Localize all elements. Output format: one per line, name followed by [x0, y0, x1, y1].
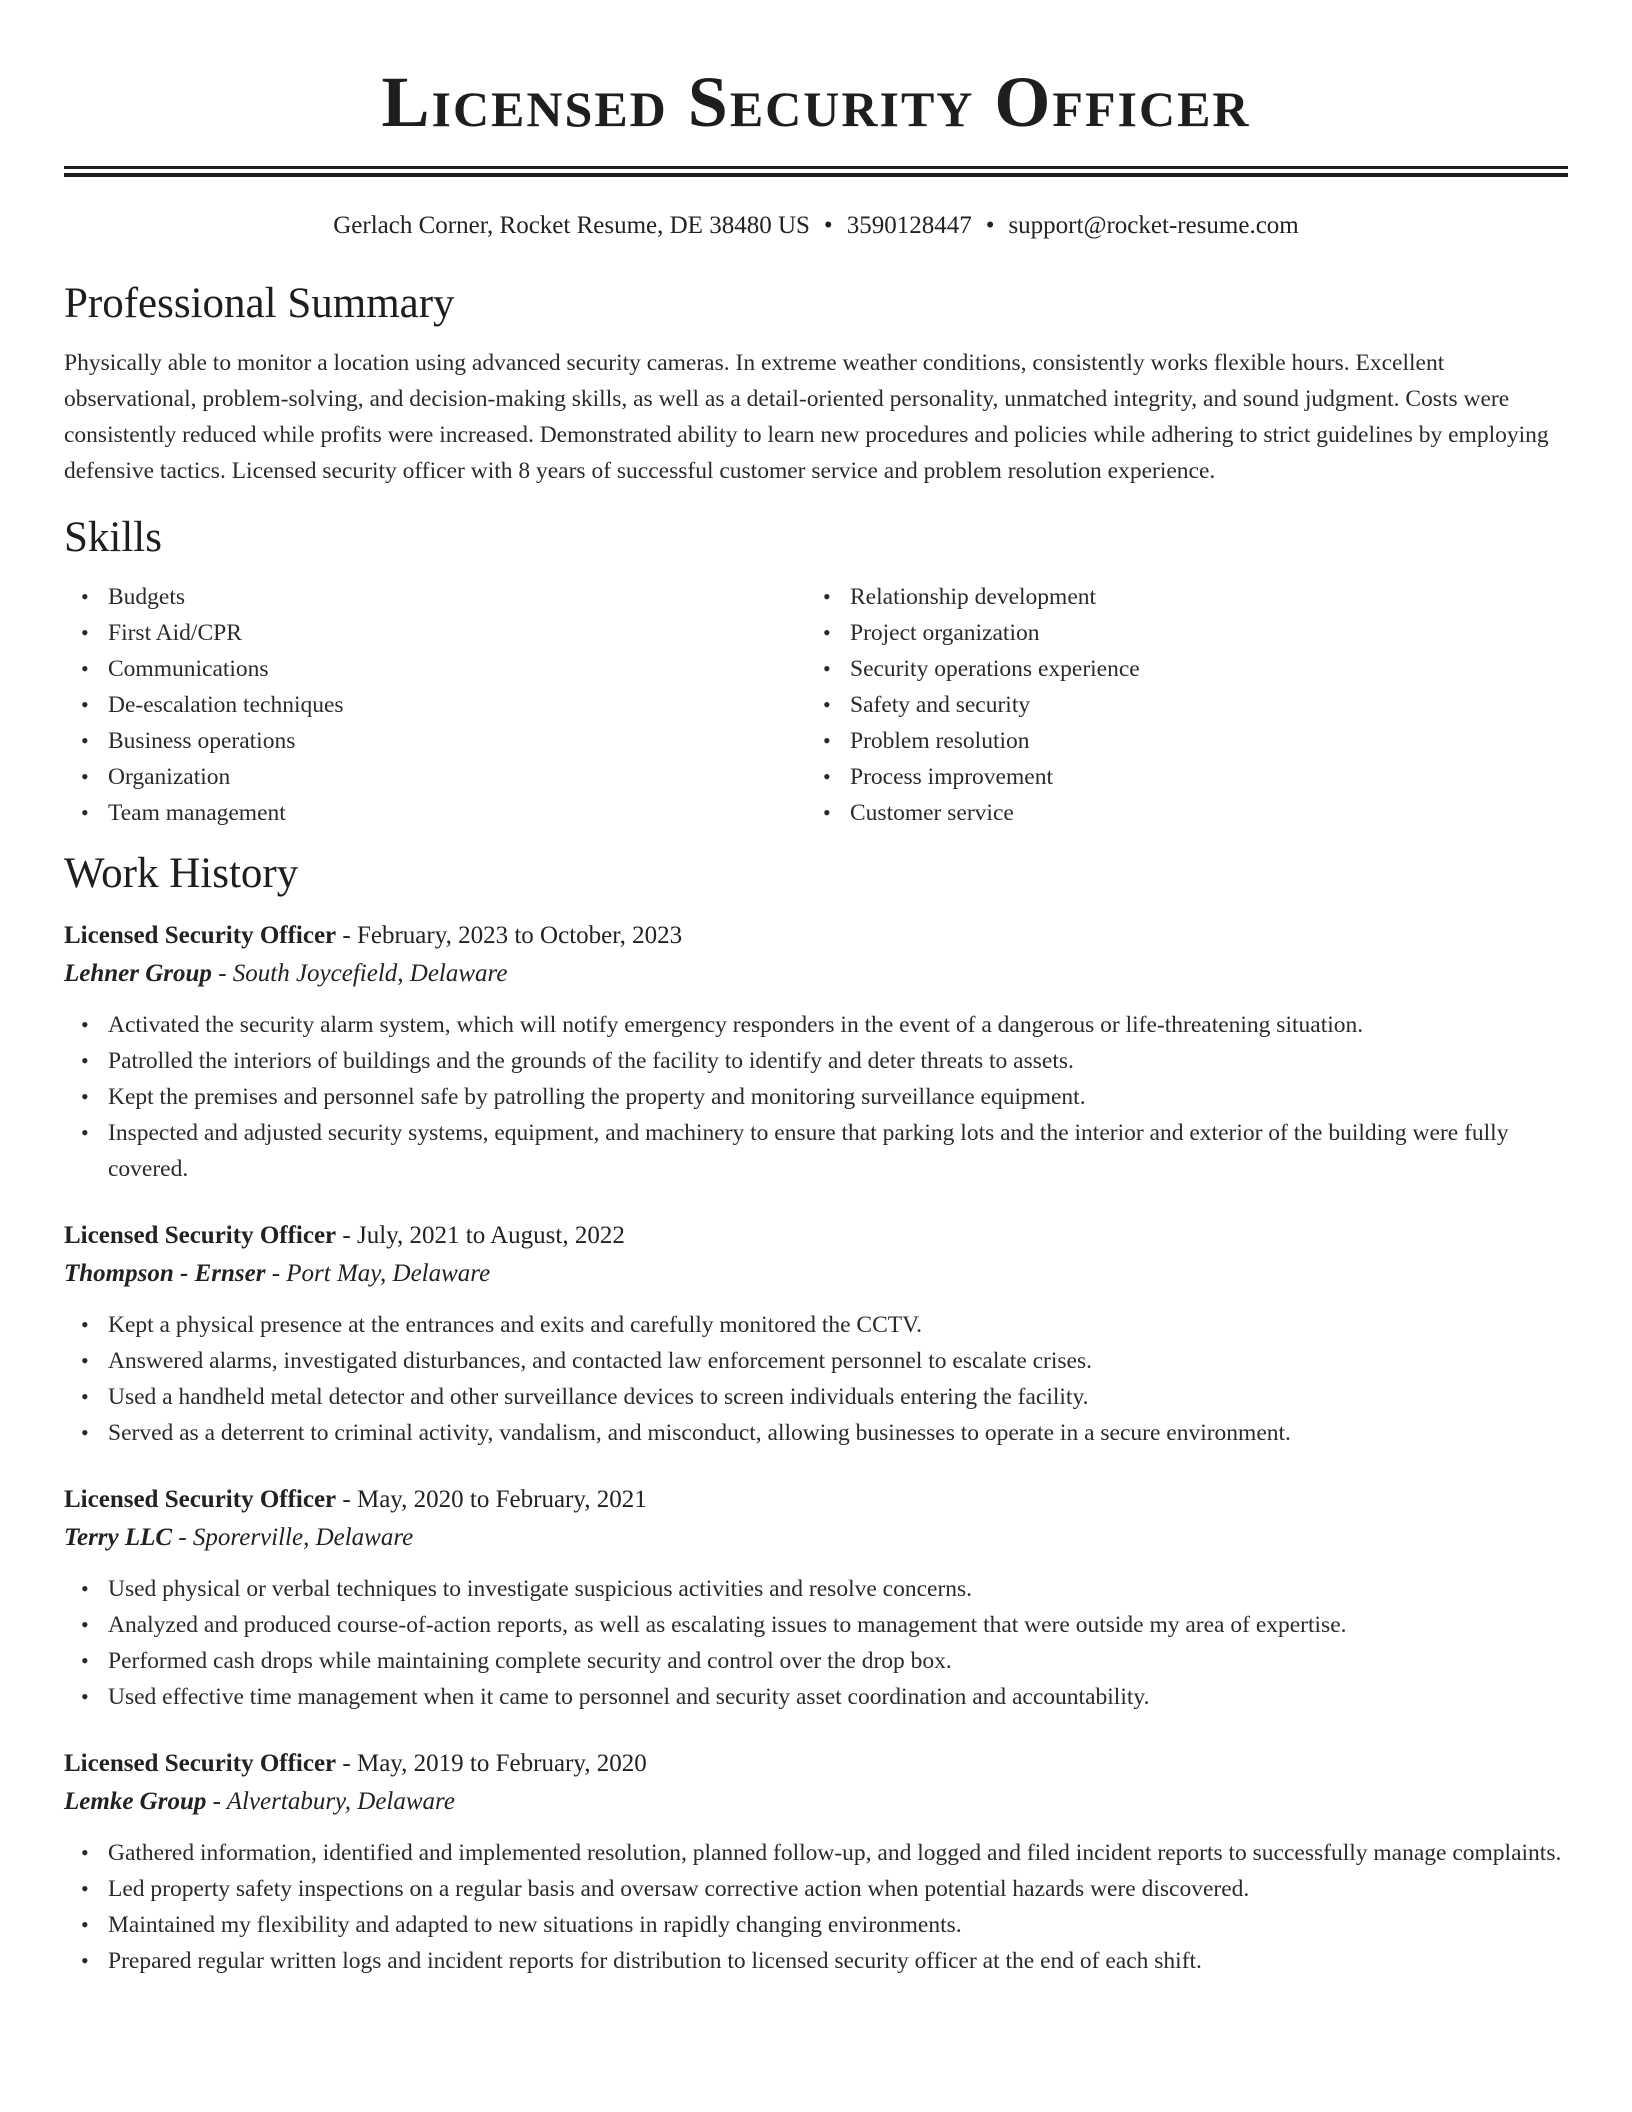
job-duties	[64, 1007, 1568, 1187]
skill-item: • Project organization	[850, 615, 1548, 651]
job-dates: - May, 2019 to February, 2020	[336, 1750, 647, 1777]
duty-item: • Served as a deterrent to criminal activity, vandalism, and misconduct, allowing businesses to operate in a secure environment.	[108, 1415, 1568, 1451]
job-entry	[64, 1481, 1568, 1715]
job-duties	[64, 1307, 1568, 1451]
duty-item: • Used effective time management when it came to personnel and security asset coordination and accountability.	[108, 1679, 1568, 1715]
summary-heading: Professional Summary	[64, 280, 455, 327]
contact-phone: 3590128447	[846, 212, 972, 239]
company-name: Thompson - Ernser	[64, 1260, 266, 1287]
job-title-line	[64, 1745, 1568, 1783]
company-location: - Alvertabury, Delaware	[206, 1788, 455, 1815]
company-line	[64, 1519, 1568, 1557]
summary-text: Physically able to monitor a location using advanced security cameras. In extreme weather conditions, consistently works flexible hours. Excellent observational, problem-solving, and decision-making skills, as well as a detail-oriented personality, unmatched integrity, and sound judgment. Costs were consistently reduced while profits were increased. Demonstrated ability to learn new procedures and policies while adhering to strict guidelines by employing defensive tactics. Licensed security officer with 8 years of successful customer service and problem resolution experience.	[64, 350, 1549, 484]
company-location: - South Joycefield, Delaware	[211, 960, 508, 987]
contact-email: support@rocket-resume.com	[1008, 212, 1299, 239]
skill-item: • Customer service	[850, 795, 1548, 831]
job-dates: - February, 2023 to October, 2023	[336, 922, 683, 949]
duty-item: • Led property safety inspections on a regular basis and oversaw corrective action when potential hazards were discovered.	[108, 1871, 1568, 1907]
duty-item: • Inspected and adjusted security systems, equipment, and machinery to ensure that parking lots and the interior and exterior of the building were fully covered.	[108, 1115, 1568, 1187]
duty-item: • Used a handheld metal detector and other surveillance devices to screen individuals entering the facility.	[108, 1379, 1568, 1415]
duty-item: • Prepared regular written logs and incident reports for distribution to licensed security officer at the end of each shift.	[108, 1943, 1568, 1979]
work-history-heading: Work History	[64, 850, 299, 897]
skill-item: • First Aid/CPR	[108, 615, 806, 651]
skill-item: • Organization	[108, 759, 806, 795]
skill-item: • Budgets	[108, 579, 806, 615]
job-entry	[64, 917, 1568, 1187]
company-location: - Sporerville, Delaware	[172, 1524, 414, 1551]
job-title: Licensed Security Officer	[64, 1486, 337, 1513]
skills-column-right	[806, 579, 1548, 831]
company-line	[64, 955, 1568, 993]
skill-item: • Process improvement	[850, 759, 1548, 795]
skills-list	[64, 579, 1568, 831]
duty-item: • Kept the premises and personnel safe by patrolling the property and monitoring surveillance equipment.	[108, 1079, 1568, 1115]
duty-item: • Patrolled the interiors of buildings and the grounds of the facility to identify and deter threats to assets.	[108, 1043, 1568, 1079]
company-location: - Port May, Delaware	[265, 1260, 491, 1287]
skill-item: • Problem resolution	[850, 723, 1548, 759]
skill-item: • Business operations	[108, 723, 806, 759]
company-name: Lehner Group	[64, 960, 212, 987]
company-name: Terry LLC	[64, 1524, 173, 1551]
company-line	[64, 1255, 1568, 1293]
duty-item: • Activated the security alarm system, which will notify emergency responders in the event of a dangerous or life-threatening situation.	[108, 1007, 1568, 1043]
duty-item: • Gathered information, identified and implemented resolution, planned follow-up, and logged and filed incident reports to successfully manage complaints.	[108, 1835, 1568, 1871]
job-title: Licensed Security Officer	[64, 1222, 337, 1249]
job-dates: - May, 2020 to February, 2021	[336, 1486, 647, 1513]
job-title-line	[64, 1217, 1568, 1255]
duty-item: • Performed cash drops while maintaining complete security and control over the drop box.	[108, 1643, 1568, 1679]
duty-item: • Used physical or verbal techniques to investigate suspicious activities and resolve concerns.	[108, 1571, 1568, 1607]
skills-heading: Skills	[64, 514, 162, 561]
skill-item: • Security operations experience	[850, 651, 1548, 687]
company-name: Lemke Group	[64, 1788, 207, 1815]
job-title-line	[64, 1481, 1568, 1519]
job-title: Licensed Security Officer	[64, 1750, 337, 1777]
job-duties	[64, 1571, 1568, 1715]
skill-item: • Relationship development	[850, 579, 1548, 615]
duty-item: • Kept a physical presence at the entrances and exits and carefully monitored the CCTV.	[108, 1307, 1568, 1343]
job-duties	[64, 1835, 1568, 1979]
job-title: Licensed Security Officer	[64, 922, 337, 949]
skill-item: • Safety and security	[850, 687, 1548, 723]
duty-item: • Maintained my flexibility and adapted to new situations in rapidly changing environments.	[108, 1907, 1568, 1943]
skill-item: • Team management	[108, 795, 806, 831]
company-line	[64, 1783, 1568, 1821]
contact-address: Gerlach Corner, Rocket Resume, DE 38480 US	[333, 212, 810, 239]
job-title-line	[64, 917, 1568, 955]
contact-separator: •	[823, 212, 833, 239]
skill-item: • De-escalation techniques	[108, 687, 806, 723]
job-dates: - July, 2021 to August, 2022	[336, 1222, 625, 1249]
duty-item: • Analyzed and produced course-of-action reports, as well as escalating issues to management that were outside my area of expertise.	[108, 1607, 1568, 1643]
job-entry	[64, 1745, 1568, 1979]
duty-item: • Answered alarms, investigated disturbances, and contacted law enforcement personnel to escalate crises.	[108, 1343, 1568, 1379]
title-divider	[64, 166, 1568, 177]
contact-separator: •	[985, 212, 995, 239]
job-entry	[64, 1217, 1568, 1451]
contact-line	[64, 211, 1568, 241]
skill-item: • Communications	[108, 651, 806, 687]
skills-column-left	[64, 579, 806, 831]
resume-title: Licensed Security Officer	[381, 62, 1251, 142]
